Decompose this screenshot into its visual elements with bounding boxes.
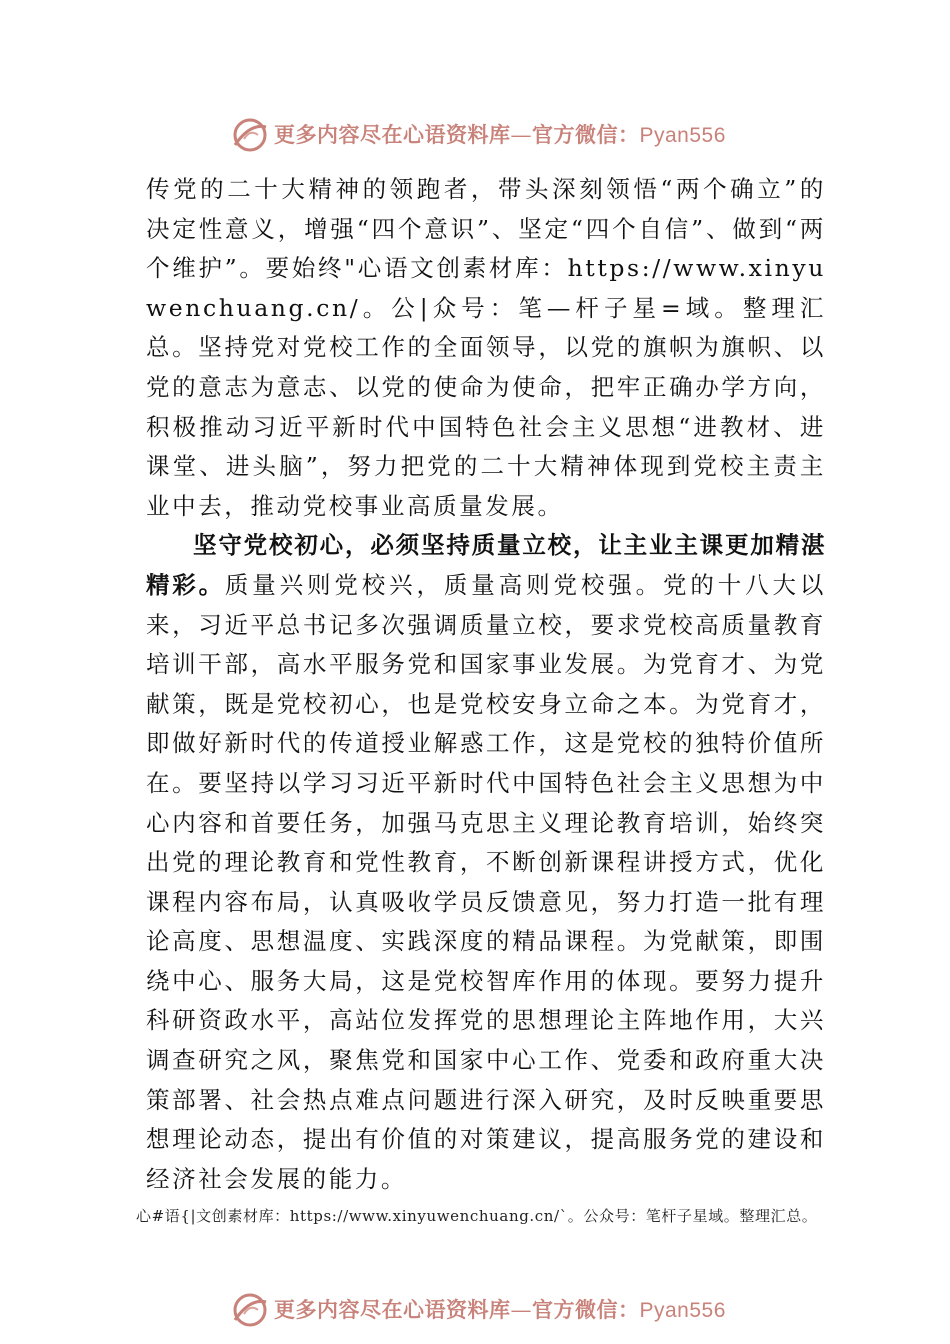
circular-logo-icon <box>230 1290 270 1328</box>
banner-official: 官方微信： <box>532 1297 640 1322</box>
banner-text <box>274 1294 726 1324</box>
banner-title: 更多内容尽在心语资料库 <box>274 122 511 147</box>
paragraph-1: 传党的二十大精神的领跑者，带头深刻领悟“两个确立”的决定性意义，增强“四个意识”、坚定“四个自信”、做到“两个维护”。要始终"心语文创素材库：https://www.xinyuwenchuang.cn/。公|众号：笔—杆子星=域。整理汇总。坚持党对党校工作的全面领导，以党的旗帜为旗帜、以党的意志为意志、以党的使命为使命，把牢正确办学方向，积极推动习近平新时代中国特色社会主义思想“进教材、进课堂、进头脑”，努力把党的二十大精神体现到党校主责主业中去，推动党校事业高质量发展。 <box>146 175 826 520</box>
footnote: 心#语{|文创素材库：https://www.xinyuwenchuang.cn/`。公众号：笔杆子星域。整理汇总。 <box>136 1207 818 1225</box>
banner-wechat-id: Pyan556 <box>639 1299 726 1322</box>
paragraph-2-lead: 坚守党校初心，必须坚持质量立校，让主业主课更加精湛精彩。 <box>146 531 826 599</box>
circular-logo-icon <box>230 115 270 153</box>
document-body <box>146 170 826 1199</box>
banner-separator: — <box>510 123 532 147</box>
banner-text <box>274 119 726 149</box>
banner-title: 更多内容尽在心语资料库 <box>274 1297 511 1322</box>
paragraph-2-rest: 质量兴则党校兴，质量高则党校强。党的十八大以来，习近平总书记多次强调质量立校，要求党校高质量教育培训干部，高水平服务党和国家事业发展。为党育才、为党献策，既是党校初心，也是党校安身立命之本。为党育才， 即做好新时代的传道授业解惑工作，这是党校的独特价值所在。要坚持以学习习近平新时代中国特色社会主义思想为中心内容和首要任务，加强马克思主义理论教育培训，始终突出党的理论教育和党性教育，不断创新课程讲授方式，优化课程内容布局，认真吸收学员反馈意见，努力打造一批有理论高度、思想温度、实践深度的精品课程。为党献策，即围绕中心、服务大局，这是党校智库作用的体现。要努力提升科研资政水平，高站位发挥党的思想理论主阵地作用，大兴调查研究之风，聚焦党和国家中心工作、党委和政府重大决策部署、社会热点难点问题进行深入研究，及时反映重要思想理论动态，提出有价值的对策建议，提高服务党的建设和经济社会发展的能力。 <box>146 570 827 1193</box>
paragraph-2 <box>146 526 826 1199</box>
banner-official: 官方微信： <box>532 122 640 147</box>
banner-wechat-id: Pyan556 <box>639 124 726 147</box>
header-banner <box>230 114 750 154</box>
footer-banner <box>230 1289 750 1329</box>
banner-separator: — <box>510 1298 532 1322</box>
